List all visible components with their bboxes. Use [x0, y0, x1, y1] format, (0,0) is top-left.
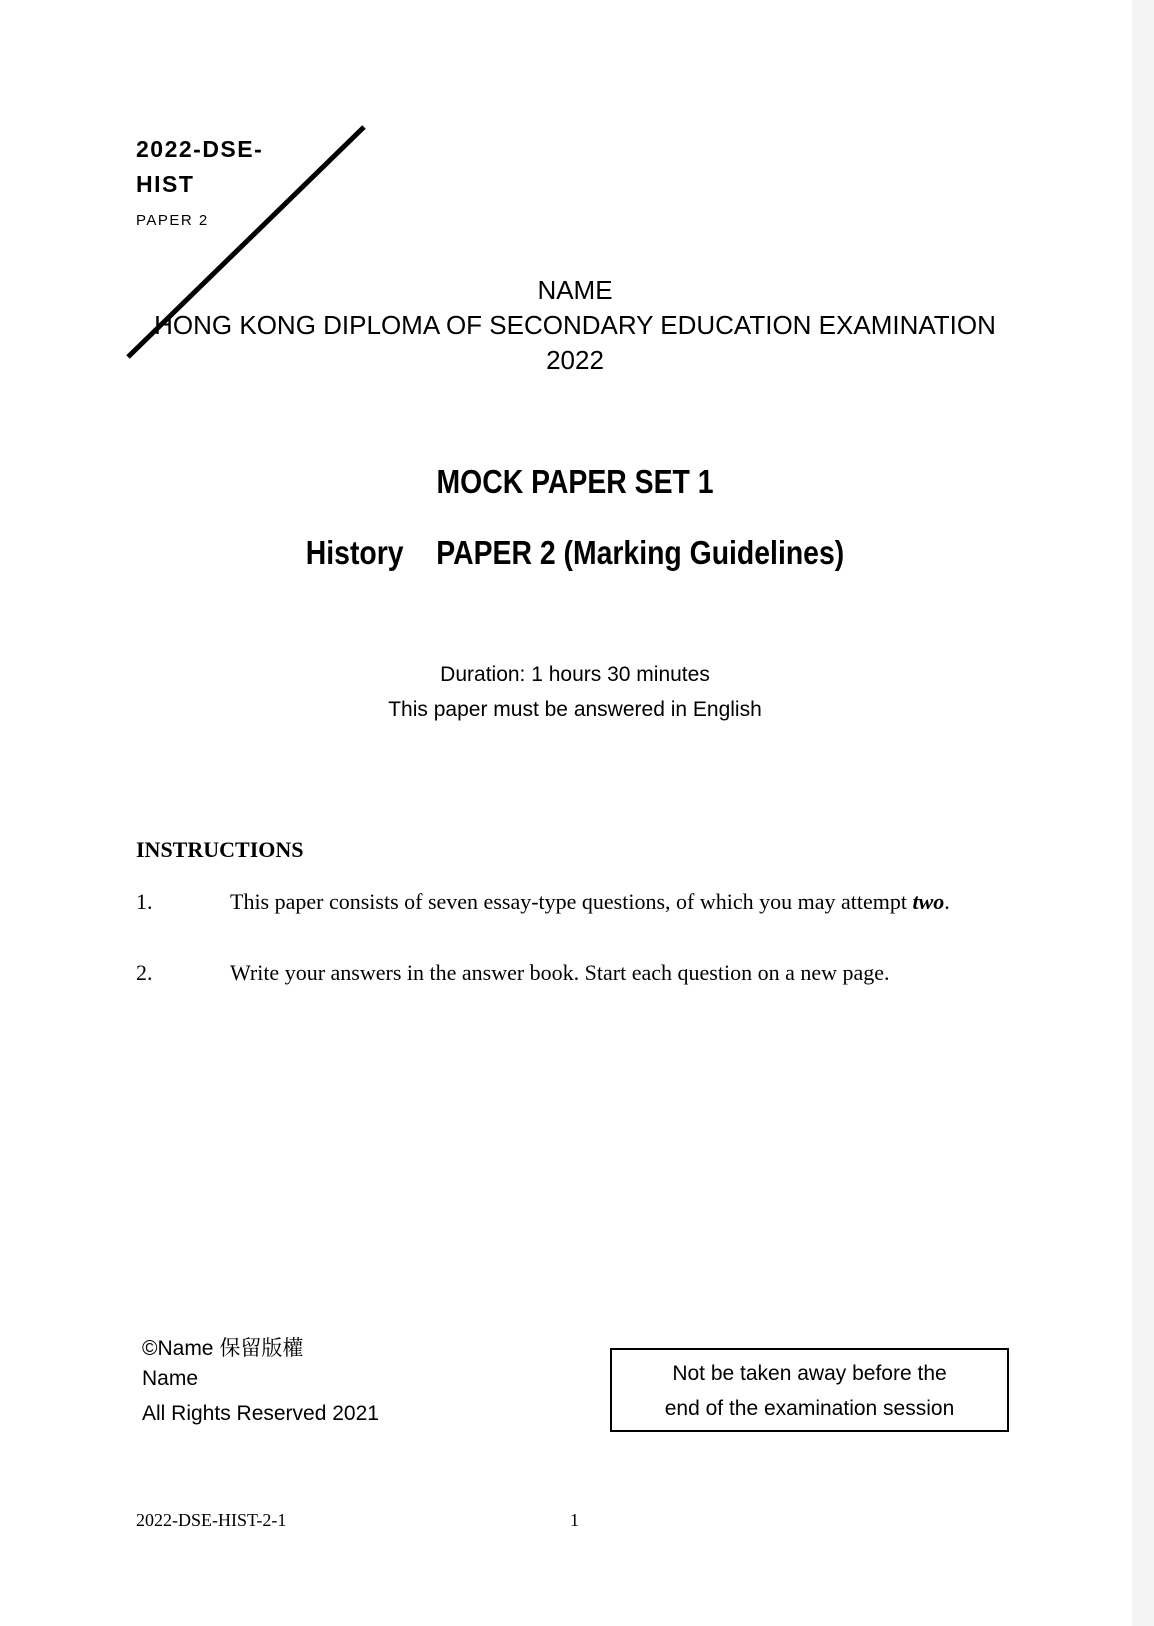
- copyright-name: Name: [142, 1367, 199, 1390]
- copyright-line: ©Name 保留版權: [142, 1337, 304, 1360]
- duration: Duration: 1 hours 30 minutes: [440, 663, 710, 686]
- name-heading: NAME: [537, 275, 613, 305]
- instruction-2: Write your answers in the answer book. Start each question on a new page.: [230, 960, 890, 985]
- language-note: This paper must be answered in English: [388, 698, 762, 721]
- paper-title: [81, 534, 1070, 572]
- paper-number: PAPER 2: [136, 212, 209, 229]
- subject: History: [305, 534, 404, 571]
- mock-set-title: MOCK PAPER SET 1: [436, 463, 714, 500]
- page-number: 1: [570, 1510, 579, 1530]
- notice-box: [610, 1348, 1009, 1432]
- footer-code: 2022-DSE-HIST-2-1: [136, 1510, 287, 1530]
- instruction-number-1: 1.: [136, 889, 153, 914]
- instruction-1-text: This paper consists of seven essay-type questions, of which you may attempt: [230, 889, 913, 914]
- paper-code-line1: 2022-DSE-: [136, 136, 264, 162]
- exam-title: HONG KONG DIPLOMA OF SECONDARY EDUCATION EXAMINATION: [154, 310, 996, 340]
- instruction-1-end: .: [944, 889, 950, 914]
- rights-reserved: All Rights Reserved 2021: [142, 1402, 379, 1425]
- instruction-1-emphasis: two: [912, 889, 945, 914]
- instructions-heading: INSTRUCTIONS: [136, 837, 304, 862]
- paper-subtitle: PAPER 2 (Marking Guidelines): [436, 534, 845, 571]
- exam-year: 2022: [546, 345, 604, 375]
- notice-line2: end of the examination session: [664, 1397, 955, 1420]
- paper-code-line2: HIST: [136, 171, 195, 197]
- instruction-1: [230, 889, 950, 915]
- instruction-number-2: 2.: [136, 960, 153, 985]
- notice-line1: Not be taken away before the: [672, 1362, 947, 1385]
